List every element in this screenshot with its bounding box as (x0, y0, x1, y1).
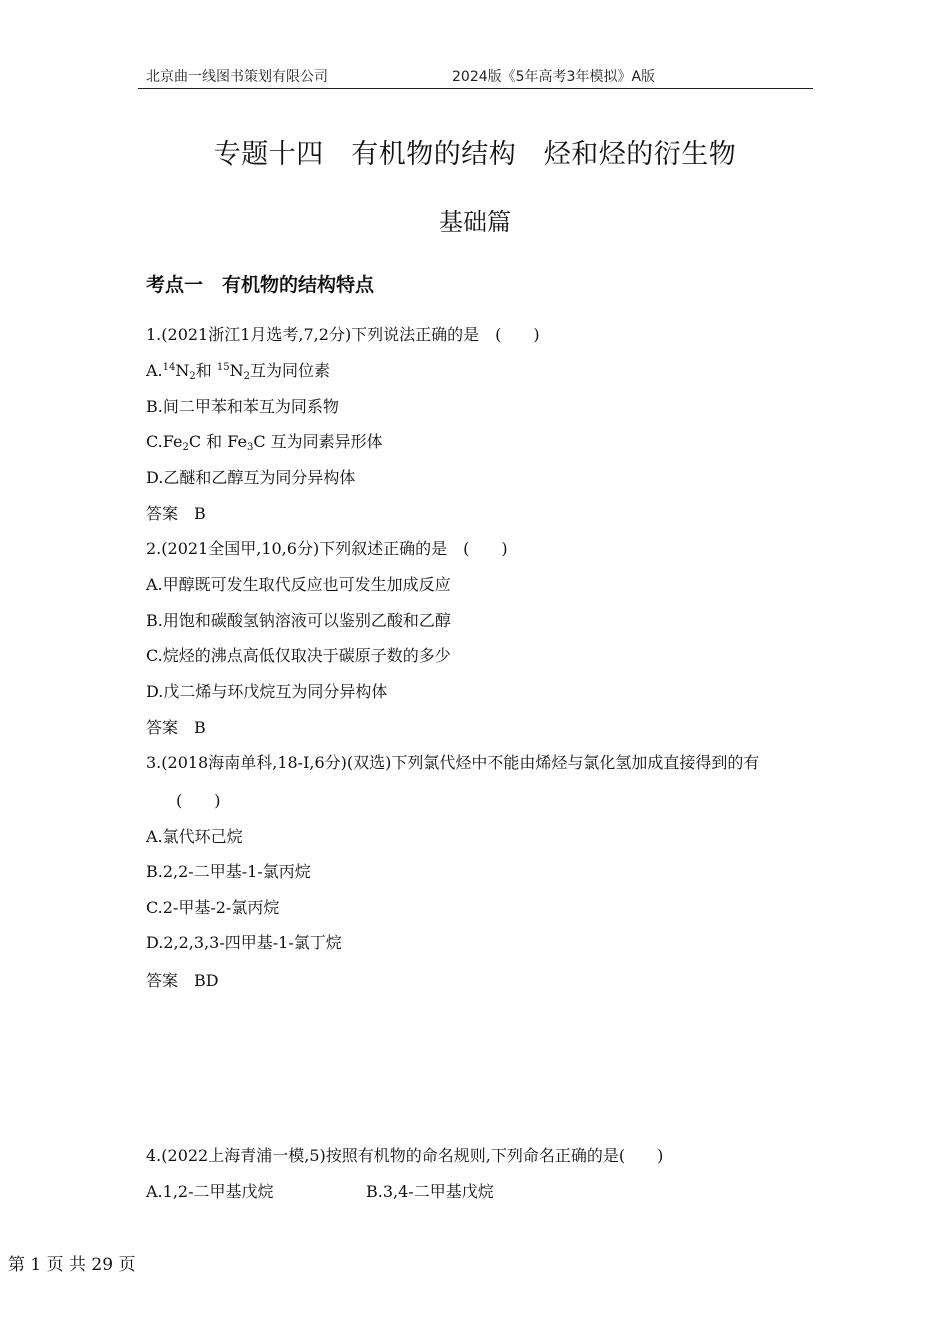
q1-option-d: D.乙醚和乙醇互为同分异构体 (146, 468, 356, 487)
q1-answer: 答案 B (146, 504, 206, 523)
q1-c-sub2: 3 (246, 442, 254, 453)
q2-stem: 2.(2021全国甲,10,6分)下列叙述正确的是 ( ) (146, 539, 508, 558)
q2-answer: 答案 B (146, 718, 206, 737)
q3-stem: 3.(2018海南单科,18-Ⅰ,6分)(双选)下列氯代烃中不能由烯烃与氯化氢加成直接得到的有 (146, 753, 760, 772)
q1-a-mass1: 14 (162, 362, 176, 373)
q3-option-a: A.氯代环己烷 (146, 827, 243, 846)
q3-option-d: D.2,2,3,3-四甲基-1-氯丁烷 (146, 933, 342, 952)
q1-a-n1: N (175, 361, 190, 380)
q1-option-c (146, 432, 383, 452)
q4-option-b: B.3,4-二甲基戊烷 (366, 1182, 494, 1201)
q2-option-a: A.甲醇既可发生取代反应也可发生加成反应 (146, 575, 451, 594)
q1-a-mid: 和 (195, 361, 217, 380)
header-edition: 2024版《5年高考3年模拟》A版 (452, 69, 656, 85)
section-heading: 考点一 有机物的结构特点 (146, 274, 375, 296)
q3-answer: 答案 BD (146, 971, 219, 990)
q2-option-b: B.用饱和碳酸氢钠溶液可以鉴别乙酸和乙醇 (146, 611, 451, 630)
q1-c-sub1: 2 (182, 442, 189, 453)
q1-a-prefix: A. (146, 361, 163, 380)
q1-stem: 1.(2021浙江1月选考,7,2分)下列说法正确的是 ( ) (146, 325, 540, 344)
q1-a-mass2: 15 (216, 362, 230, 373)
page-title: 专题十四 有机物的结构 烃和烃的衍生物 (213, 139, 737, 170)
page-footer: 第 1 页 共 29 页 (8, 1255, 136, 1275)
q1-a-n2: N (229, 361, 244, 380)
page-subtitle: 基础篇 (439, 208, 511, 236)
header-publisher: 北京曲一线图书策划有限公司 (146, 69, 328, 85)
q1-option-a (146, 361, 330, 381)
q1-a-sub1: 2 (189, 371, 196, 382)
q1-option-b: B.间二甲苯和苯互为同系物 (146, 397, 339, 416)
q2-option-c: C.烷烃的沸点高低仅取决于碳原子数的多少 (146, 646, 451, 665)
q4-option-a: A.1,2-二甲基戊烷 (146, 1182, 274, 1201)
q1-c-mid: C 和 Fe (188, 432, 247, 451)
q3-option-c: C.2-甲基-2-氯丙烷 (146, 898, 280, 917)
q1-c-prefix: C.Fe (146, 432, 183, 451)
q1-a-sub2: 2 (243, 371, 250, 382)
q3-bracket: ( ) (176, 791, 221, 810)
q4-stem: 4.(2022上海青浦一模,5)按照有机物的命名规则,下列命名正确的是( ) (146, 1146, 664, 1165)
q1-c-tail: C 互为同素异形体 (253, 432, 383, 451)
q3-option-b: B.2,2-二甲基-1-氯丙烷 (146, 862, 311, 881)
q1-a-tail: 互为同位素 (249, 361, 330, 380)
q2-option-d: D.戊二烯与环戊烷互为同分异构体 (146, 682, 388, 701)
header-rule (138, 88, 813, 89)
